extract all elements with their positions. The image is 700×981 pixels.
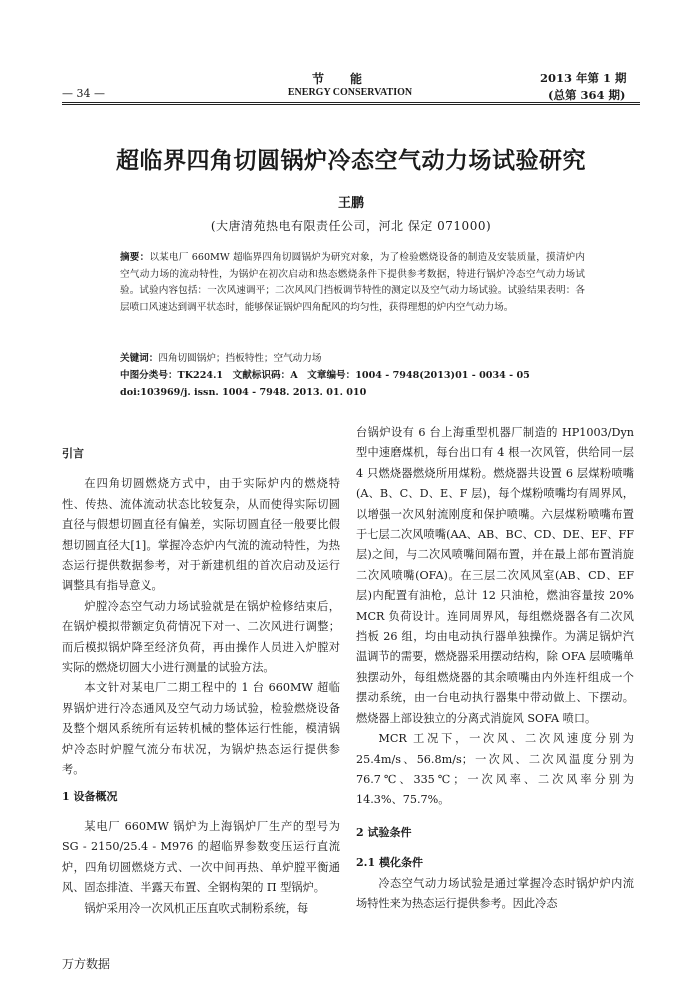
classification: 中图分类号：TK224.1 文献标识码：A 文章编号：1004 - 7948(2013)01 - 0034 - 05 [120,370,530,381]
abstract-text: 以某电厂 660MW 超临界四角切圆锅炉为研究对象，为了检验燃烧设备的制造及安装质量，摸清炉内空气动力场的流动特性，为锅炉在初次启动和热态燃烧条件下提供参考数据，特进行锅炉冷态空气动力场试验。试验内容包括：一次风速调平；二次风风门挡板调节特性的测定以及空气动力场试验。试验结果表明：各层喷口风速达到调平状态时，能够保证锅炉四角配风的均匀性，获得理想的炉内空气动力场。 [120,252,586,313]
section-1-paragraph-1: 某电厂 660MW 锅炉为上海锅炉厂生产的型号为 SG - 2150/25.4 - M976 的超临界参数变压运行直流炉，四角切圆燃烧方式、一次中间再热、单炉膛平衡通风、固态排渣、半露天布置、全钢构架的 Π 型锅炉。 [62,819,340,895]
section-2-1-paragraph: 冷态空气动力场试验是通过掌握冷态时锅炉炉内流场特性来为热态运行提供参考。因此冷态 [356,876,634,910]
affiliation: (大唐清苑热电有限责任公司，河北 保定 071000) [210,219,492,233]
journal-name-en: ENERGY CONSERVATION [287,87,413,98]
footer-source: 万方数据 [62,957,111,971]
header-rule-2 [62,104,640,105]
header-rule [62,102,640,103]
section-1-heading: 1 设备概况 [62,789,118,803]
page-number: — 34 — [62,87,105,100]
intro-heading: 引言 [62,447,84,460]
section-1-paragraph-2: 锅炉采用冷一次风机正压直吹式制粉系统，每 [84,901,309,915]
intro-paragraph-1: 在四角切圆燃烧方式中，由于实际炉内的燃烧特性、传热、流体流动状态比较复杂，从而使得实际切圆直径与假想切圆直径有偏差，实际切圆直径一般要比假想切圆直径大[1]。掌握冷态炉内气流的流动特性，为热态运行提供数据参考，对于新建机组的首次启动及运行调整具有指导意义。 [62,477,340,593]
keywords-label: 关键词： [120,353,159,364]
article-title: 超临界四角切圆锅炉冷态空气动力场试验研究 [116,147,586,174]
left-column [62,444,340,919]
keywords-text: 四角切圆锅炉；挡板特性；空气动力场 [158,353,322,364]
section-2-1-heading: 2.1 模化条件 [356,856,423,870]
keywords [120,351,590,368]
author: 王鹏 [337,196,364,211]
doi: doi:103969/j. issn. 1004 - 7948. 2013. 01. 010 [120,387,367,398]
right-paragraph-2: MCR 工况下，一次风、二次风速度分别为 25.4m/s、56.8m/s；一次风、二次风温度分别为 76.7℃、335℃；一次风率、二次风率分别为 14.3%、75.7%。 [356,732,634,807]
abstract [120,250,585,316]
section-2-heading: 2 试验条件 [356,825,412,839]
right-column [356,423,634,914]
abstract-label: 摘要： [120,252,150,263]
year-issue: 2013 年第 1 期 [540,71,627,85]
intro-paragraph-3: 本文针对某电厂二期工程中的 1 台 660MW 超临界锅炉进行冷态通风及空气动力场试验，检验燃烧设备及整个烟风系统所有运转机械的整体运行性能，模清锅炉冷态时炉膛气流分布状况，为锅炉热态运行提供参考。 [62,681,340,777]
total-issue: (总第 364 期) [548,88,626,102]
intro-paragraph-2: 炉膛冷态空气动力场试验就是在锅炉检修结束后，在锅炉模拟带额定负荷情况下对一、二次风进行调整；而后模拟锅炉降至经济负荷，再由操作人员进入炉膛对实际的燃烧切圆大小进行测量的试验方法。 [62,599,340,675]
right-paragraph-1: 台锅炉设有 6 台上海重型机器厂制造的 HP1003/Dyn 型中速磨煤机，每台出口有 4 根一次风管，供给同一层 4 只燃烧器燃烧所用煤粉。燃烧器共设置 6 层煤粉喷嘴(A、B、C、D、E、F 层)，每个煤粉喷嘴均有周界风，以增强一次风射流刚度和保护喷嘴。六层煤粉喷嘴布置于七层二次风喷嘴(AA、AB、BC、CD、DE、EF、FF 层)之间，与二次风喷嘴间隔布置，并在最上部布置消旋二次风喷嘴(OFA)。在三层二次风风室(AB、CD、EF 层)内配置有油枪，总计 12 只油枪，燃油容量按 20% MCR 负荷设计。连同周界风，每组燃烧器各有二次风挡板 26 组，均由电动执行器单独操作。为满足锅炉汽温调节的需要，燃烧器采用摆动结构，除 OFA 层喷嘴单独摆动外，每组燃烧器的其余喷嘴由内外连杆组成一个摆动系统，由一台电动执行器集中带动做上、下摆动。燃烧器上部设独立的分离式消旋风 SOFA 喷口。 [356,426,634,725]
journal-name-cn: 节能 [311,72,388,86]
